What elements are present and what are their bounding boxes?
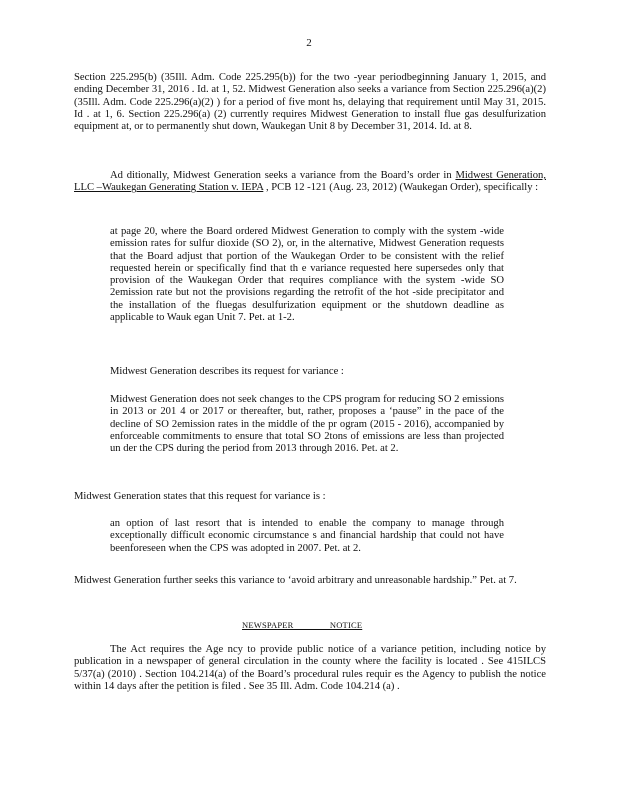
paragraph-tail-text: , PCB 12 -121 (Aug. 23, 2012) (Waukegan Order), specifically : xyxy=(263,182,539,194)
block-quote-page-20: at page 20, where the Board ordered Midwest Generation to comply with the system -wide emission rates for sulfur dioxide (SO 2), or, in the alternative, Midwest Generation requests that the Board adjust that portion of the Waukegan Order to be consistent with the relief requested herein or specifically find that th e variance requested here supersedes only that provision of the Waukegan Order that requires compliance with the system -wide SO 2emission rate but not the provisions regarding the retrofit of the hot -side precipitator and the installation of the fluegas desulfurization equipment or the shutdown deadline as applicable to Wauk egan Unit 7. Pet. at 1-2. xyxy=(110,226,504,324)
block-quote-cps-program: Midwest Generation does not seek changes to the CPS program for reducing SO 2 emissions in 2013 or 201 4 or 2017 or thereafter, but, rather, proposes a ‘pause” in the pace of the decline of SO 2emission rates in the middle of the pr ogram (2015 - 2016), accompanied by enforceable commitments to ensure that total SO 2tons of emissions are less than projected un der the CPS during the period from 2013 through 2016. Pet. at 2. xyxy=(110,394,504,455)
paragraph-avoid-hardship: Midwest Generation further seeks this variance to ‘avoid arbitrary and unreasonable hardship.” Pet. at 7. xyxy=(74,575,517,586)
paragraph-lead-text: Ad ditionally, Midwest Generation seeks a variance from the Board’s order in xyxy=(110,170,456,181)
quote-lead-describes-request: Midwest Generation describes its request for variance : xyxy=(110,366,344,377)
page-number: 2 xyxy=(306,37,312,49)
paragraph-states-request: Midwest Generation states that this request for variance is : xyxy=(74,491,326,502)
paragraph-variance-sections: Section 225.295(b) (35Ill. Adm. Code 225.295(b)) for the two -year periodbeginning January 1, 2015, and ending December 31, 2016 . Id. at 1, 52. Midwest Generation also seeks a variance from Section 225.296(a)(2) (35Ill. Adm. Code 225.296(a)(2) ) for a period of five mont hs, delaying that requirement until May 31, 2015. Id . at 1, 6. Section 225.296(a) (2) currently requires Midwest Generation to install flue gas desulfurization equipment at, or to permanently shut down, Waukegan Unit 8 by December 31, 2014. Id. at 8. xyxy=(74,72,546,133)
paragraph-waukegan-order xyxy=(74,170,546,195)
case-name: Midwest Generation, LLC –Waukegan Generating Station v. IEPA xyxy=(74,170,546,194)
paragraph-public-notice xyxy=(74,644,546,693)
section-heading-newspaper-notice: NEWSPAPER NOTICE xyxy=(242,620,363,630)
paragraph-notice-text: The Act requires the Age ncy to provide public notice of a variance petition, including notice by publication in a newspaper of general circulation in the county where the facility is located . See 415ILCS 5/37(a) (2010) . Section 104.214(a) of the Board’s procedural rules requir es the Agency to publish the notice within 14 days after the petition is filed . See 35 Ill. Adm. Code 104.214 (a) . xyxy=(74,644,546,692)
block-quote-last-resort: an option of last resort that is intended to enable the company to manage through exceptionally difficult economic circumstance s and financial hardship that could not have beenforeseen when the CPS was adopted in 2007. Pet. at 2. xyxy=(110,518,504,554)
